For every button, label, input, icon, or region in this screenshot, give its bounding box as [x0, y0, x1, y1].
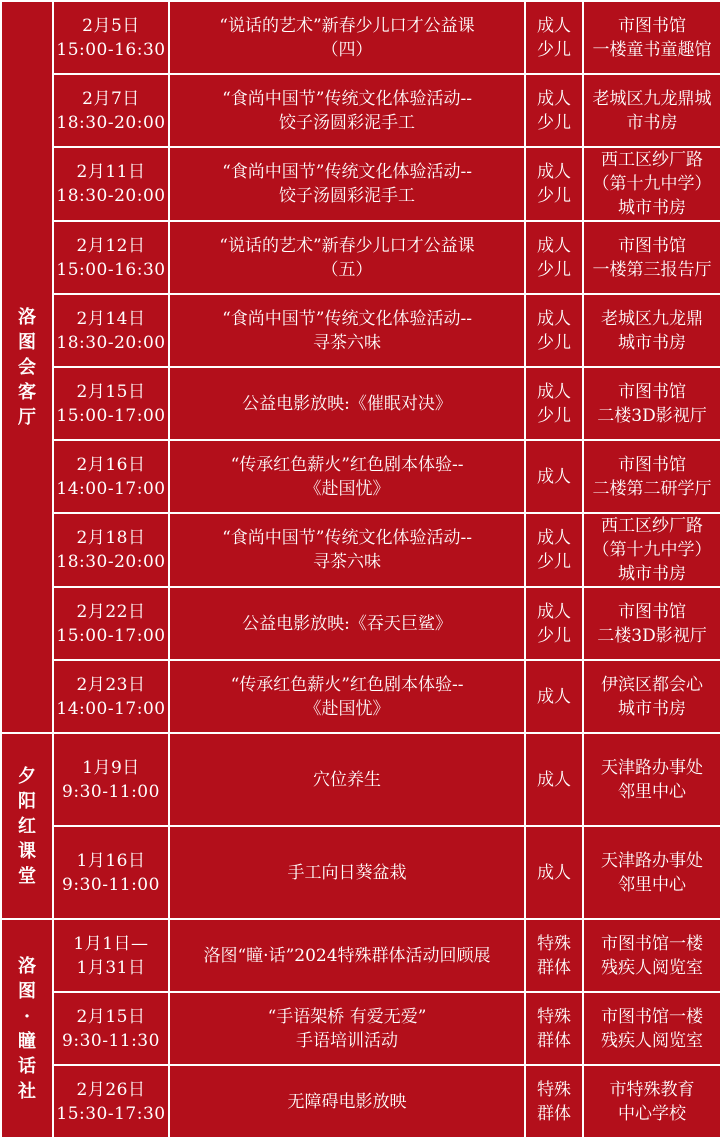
- table-row: [1, 826, 720, 919]
- activity-cell: 穴位养生: [169, 733, 525, 826]
- location-cell: 西工区纱厂路 （第十九中学） 城市书房: [583, 147, 720, 221]
- audience-cell: 成人: [525, 660, 583, 733]
- table-row: [1, 74, 720, 147]
- table-row: [1, 1, 720, 74]
- audience-cell: 成人 少儿: [525, 513, 583, 587]
- table-row: [1, 440, 720, 513]
- audience-cell: 成人: [525, 826, 583, 919]
- table-row: [1, 919, 720, 992]
- group-name: 洛图·瞳话社: [17, 955, 36, 1102]
- table-row: [1, 992, 720, 1065]
- activity-cell: “传承红色薪火”红色剧本体验-- 《赴国忧》: [169, 660, 525, 733]
- date-cell: 2月7日 18:30-20:00: [53, 74, 169, 147]
- table-row: [1, 1065, 720, 1138]
- schedule-body: [1, 1, 720, 1138]
- table-row: [1, 733, 720, 826]
- activity-cell: 公益电影放映:《吞天巨鲨》: [169, 587, 525, 660]
- table-row: [1, 221, 720, 294]
- date-cell: 2月22日 15:00-17:00: [53, 587, 169, 660]
- table-row: [1, 147, 720, 221]
- activity-cell: 无障碍电影放映: [169, 1065, 525, 1138]
- activity-cell: “手语架桥 有爱无爱” 手语培训活动: [169, 992, 525, 1065]
- audience-cell: 成人: [525, 733, 583, 826]
- table-row: [1, 587, 720, 660]
- audience-cell: 成人: [525, 440, 583, 513]
- group-label: [1, 919, 53, 1138]
- location-cell: 市图书馆 二楼第二研学厅: [583, 440, 720, 513]
- group-name: 洛图会客厅: [17, 306, 36, 428]
- table-row: [1, 294, 720, 367]
- audience-cell: 特殊 群体: [525, 919, 583, 992]
- activity-cell: 公益电影放映:《催眠对决》: [169, 367, 525, 440]
- activity-cell: “说话的艺术”新春少儿口才公益课 （四）: [169, 1, 525, 74]
- location-cell: 老城区九龙鼎 城市书房: [583, 294, 720, 367]
- table-row: [1, 513, 720, 587]
- location-cell: 市图书馆 一楼第三报告厅: [583, 221, 720, 294]
- audience-cell: 特殊 群体: [525, 1065, 583, 1138]
- date-cell: 2月26日 15:30-17:30: [53, 1065, 169, 1138]
- table-row: [1, 660, 720, 733]
- date-cell: 2月18日 18:30-20:00: [53, 513, 169, 587]
- date-cell: 2月23日 14:00-17:00: [53, 660, 169, 733]
- audience-cell: 特殊 群体: [525, 992, 583, 1065]
- date-cell: 1月9日 9:30-11:00: [53, 733, 169, 826]
- location-cell: 天津路办事处 邻里中心: [583, 826, 720, 919]
- location-cell: 西工区纱厂路 （第十九中学） 城市书房: [583, 513, 720, 587]
- date-cell: 2月15日 15:00-17:00: [53, 367, 169, 440]
- audience-cell: 成人 少儿: [525, 587, 583, 660]
- activity-cell: 手工向日葵盆栽: [169, 826, 525, 919]
- date-cell: 2月16日 14:00-17:00: [53, 440, 169, 513]
- audience-cell: 成人 少儿: [525, 147, 583, 221]
- date-cell: 2月11日 18:30-20:00: [53, 147, 169, 221]
- location-cell: 伊滨区都会心 城市书房: [583, 660, 720, 733]
- date-cell: 2月12日 15:00-16:30: [53, 221, 169, 294]
- date-cell: 1月1日— 1月31日: [53, 919, 169, 992]
- date-cell: 1月16日 9:30-11:00: [53, 826, 169, 919]
- audience-cell: 成人 少儿: [525, 221, 583, 294]
- audience-cell: 成人 少儿: [525, 1, 583, 74]
- location-cell: 市图书馆 一楼童书童趣馆: [583, 1, 720, 74]
- date-cell: 2月15日 9:30-11:30: [53, 992, 169, 1065]
- location-cell: 市图书馆一楼 残疾人阅览室: [583, 992, 720, 1065]
- activity-cell: “传承红色薪火”红色剧本体验-- 《赴国忧》: [169, 440, 525, 513]
- audience-cell: 成人 少儿: [525, 367, 583, 440]
- table-row: [1, 367, 720, 440]
- group-name: 夕阳红课堂: [17, 765, 36, 887]
- audience-cell: 成人 少儿: [525, 294, 583, 367]
- date-cell: 2月14日 18:30-20:00: [53, 294, 169, 367]
- activity-cell: “说话的艺术”新春少儿口才公益课 （五）: [169, 221, 525, 294]
- activity-cell: “食尚中国节”传统文化体验活动-- 寻茶六味: [169, 294, 525, 367]
- activity-cell: “食尚中国节”传统文化体验活动-- 饺子汤圆彩泥手工: [169, 74, 525, 147]
- activity-cell: 洛图“瞳·话”2024特殊群体活动回顾展: [169, 919, 525, 992]
- date-cell: 2月5日 15:00-16:30: [53, 1, 169, 74]
- location-cell: 市图书馆一楼 残疾人阅览室: [583, 919, 720, 992]
- group-label: [1, 1, 53, 733]
- location-cell: 市图书馆 二楼3D影视厅: [583, 587, 720, 660]
- location-cell: 老城区九龙鼎城 市书房: [583, 74, 720, 147]
- activity-cell: “食尚中国节”传统文化体验活动-- 饺子汤圆彩泥手工: [169, 147, 525, 221]
- location-cell: 天津路办事处 邻里中心: [583, 733, 720, 826]
- group-label: [1, 733, 53, 919]
- location-cell: 市图书馆 二楼3D影视厅: [583, 367, 720, 440]
- audience-cell: 成人 少儿: [525, 74, 583, 147]
- location-cell: 市特殊教育 中心学校: [583, 1065, 720, 1138]
- activity-cell: “食尚中国节”传统文化体验活动-- 寻茶六味: [169, 513, 525, 587]
